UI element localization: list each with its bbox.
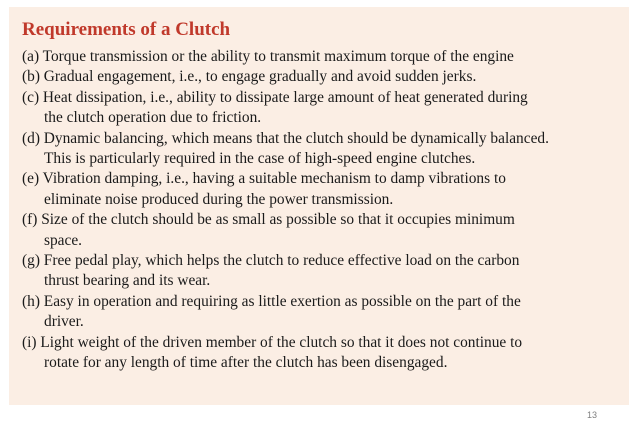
item-line: (g) Free pedal play, which helps the clutch to reduce effective load on the carbon: [22, 252, 520, 270]
item-line-continuation: thrust bearing and its wear.: [44, 272, 211, 290]
item-line: (a) Torque transmission or the ability to transmit maximum torque of the engine: [22, 48, 514, 65]
item-line-continuation: space.: [44, 231, 83, 249]
item-line: (f) Size of the clutch should be as small as possible so that it occupies minimum: [22, 211, 515, 229]
item-line: (h) Easy in operation and requiring as little exertion as possible on the part of the: [22, 292, 521, 310]
item-line: (e) Vibration damping, i.e., having a suitable mechanism to damp vibrations to: [22, 170, 506, 188]
slide-title: Requirements of a Clutch: [22, 19, 231, 40]
list-item: [22, 251, 632, 292]
content-box: [9, 7, 629, 405]
requirements-list: [22, 47, 632, 374]
list-item: [22, 47, 632, 67]
list-item: [22, 169, 632, 210]
list-item: [22, 129, 632, 170]
page-number: 13: [586, 410, 597, 420]
item-line-continuation: driver.: [44, 313, 84, 331]
item-line-continuation: rotate for any length of time after the clutch has been disengaged.: [44, 354, 448, 372]
item-line-continuation: the clutch operation due to friction.: [44, 109, 262, 127]
list-item: [22, 88, 632, 129]
item-line-continuation: eliminate noise produced during the power transmission.: [44, 190, 394, 208]
item-line: (c) Heat dissipation, i.e., ability to dissipate large amount of heat generated during: [22, 88, 528, 106]
item-line: (d) Dynamic balancing, which means that the clutch should be dynamically balanced.: [22, 129, 549, 147]
list-item: [22, 67, 632, 87]
item-line: (b) Gradual engagement, i.e., to engage gradually and avoid sudden jerks.: [22, 68, 477, 86]
item-line: (i) Light weight of the driven member of the clutch so that it does not continue to: [22, 333, 523, 351]
list-item: [22, 210, 632, 251]
item-line-continuation: This is particularly required in the case of high-speed engine clutches.: [44, 150, 476, 168]
list-item: [22, 292, 632, 333]
list-item: [22, 333, 632, 374]
